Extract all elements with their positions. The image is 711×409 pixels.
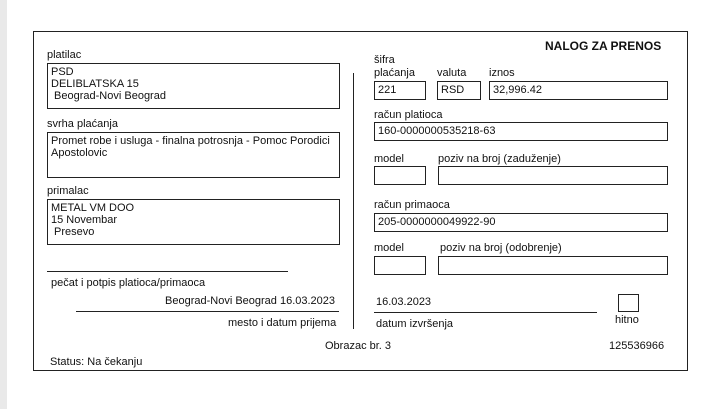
- left-edge: [0, 0, 7, 409]
- credit-model-field[interactable]: [374, 256, 426, 275]
- execution-date-label: datum izvršenja: [376, 318, 454, 330]
- payment-code-label-2: plaćanja: [374, 67, 415, 79]
- debit-reference-field[interactable]: [438, 166, 668, 185]
- stamp-line: [47, 271, 288, 272]
- payer-label: platilac: [47, 49, 82, 61]
- recipient-box[interactable]: [47, 199, 340, 245]
- recipient-line-3: Presevo: [51, 226, 95, 238]
- place-date-label: mesto i datum prijema: [228, 317, 337, 329]
- recipient-label: primalac: [47, 185, 89, 197]
- amount-label: iznos: [489, 67, 515, 79]
- payment-code-label-1: šifra: [374, 54, 395, 66]
- currency-field[interactable]: RSD: [437, 81, 481, 100]
- purpose-text: Promet robe i usluga - finalna potrosnja - Pomoc Porodici Apostolovic: [51, 135, 330, 159]
- urgent-checkbox[interactable]: [618, 294, 639, 312]
- column-divider: [353, 73, 354, 329]
- payment-order-form: [33, 31, 688, 371]
- recipient-line-1: METAL VM DOO: [51, 202, 135, 214]
- execution-date-value: 16.03.2023: [376, 296, 432, 308]
- credit-model-label: model: [374, 242, 404, 254]
- place-date-value: Beograd-Novi Beograd 16.03.2023: [165, 295, 336, 307]
- debit-reference-label: poziv na broj (zaduženje): [438, 153, 561, 165]
- order-id: 125536966: [609, 340, 665, 352]
- currency-label: valuta: [437, 67, 467, 79]
- purpose-label: svrha plaćanja: [47, 118, 118, 130]
- payer-box[interactable]: [47, 63, 340, 109]
- place-date-line: [76, 311, 339, 312]
- payer-line-1: PSD: [51, 66, 74, 78]
- form-number: Obrazac br. 3: [325, 340, 392, 352]
- credit-reference-field[interactable]: [438, 256, 668, 275]
- debit-model-field[interactable]: [374, 166, 426, 185]
- credit-reference-label: poziv na broj (odobrenje): [440, 242, 562, 254]
- status-text: Status: Na čekanju: [50, 356, 143, 368]
- amount-field[interactable]: 32,996.42: [489, 81, 668, 100]
- debit-model-label: model: [374, 153, 404, 165]
- payer-line-3: Beograd-Novi Beograd: [51, 90, 166, 102]
- payer-account-label: račun platioca: [374, 109, 443, 121]
- execution-date-line: [374, 312, 597, 313]
- recipient-line-2: 15 Novembar: [51, 214, 118, 226]
- recipient-account-field[interactable]: 205-0000000049922-90: [374, 213, 668, 232]
- urgent-label: hitno: [615, 314, 639, 326]
- purpose-box[interactable]: [47, 132, 340, 178]
- stamp-label: pečat i potpis platioca/primaoca: [51, 277, 206, 289]
- payment-code-field[interactable]: 221: [374, 81, 426, 100]
- payer-account-field[interactable]: 160-0000000535218-63: [374, 122, 668, 141]
- form-title: NALOG ZA PRENOS: [545, 39, 662, 53]
- recipient-account-label: račun primaoca: [374, 199, 450, 211]
- payer-line-2: DELIBLATSKA 15: [51, 78, 139, 90]
